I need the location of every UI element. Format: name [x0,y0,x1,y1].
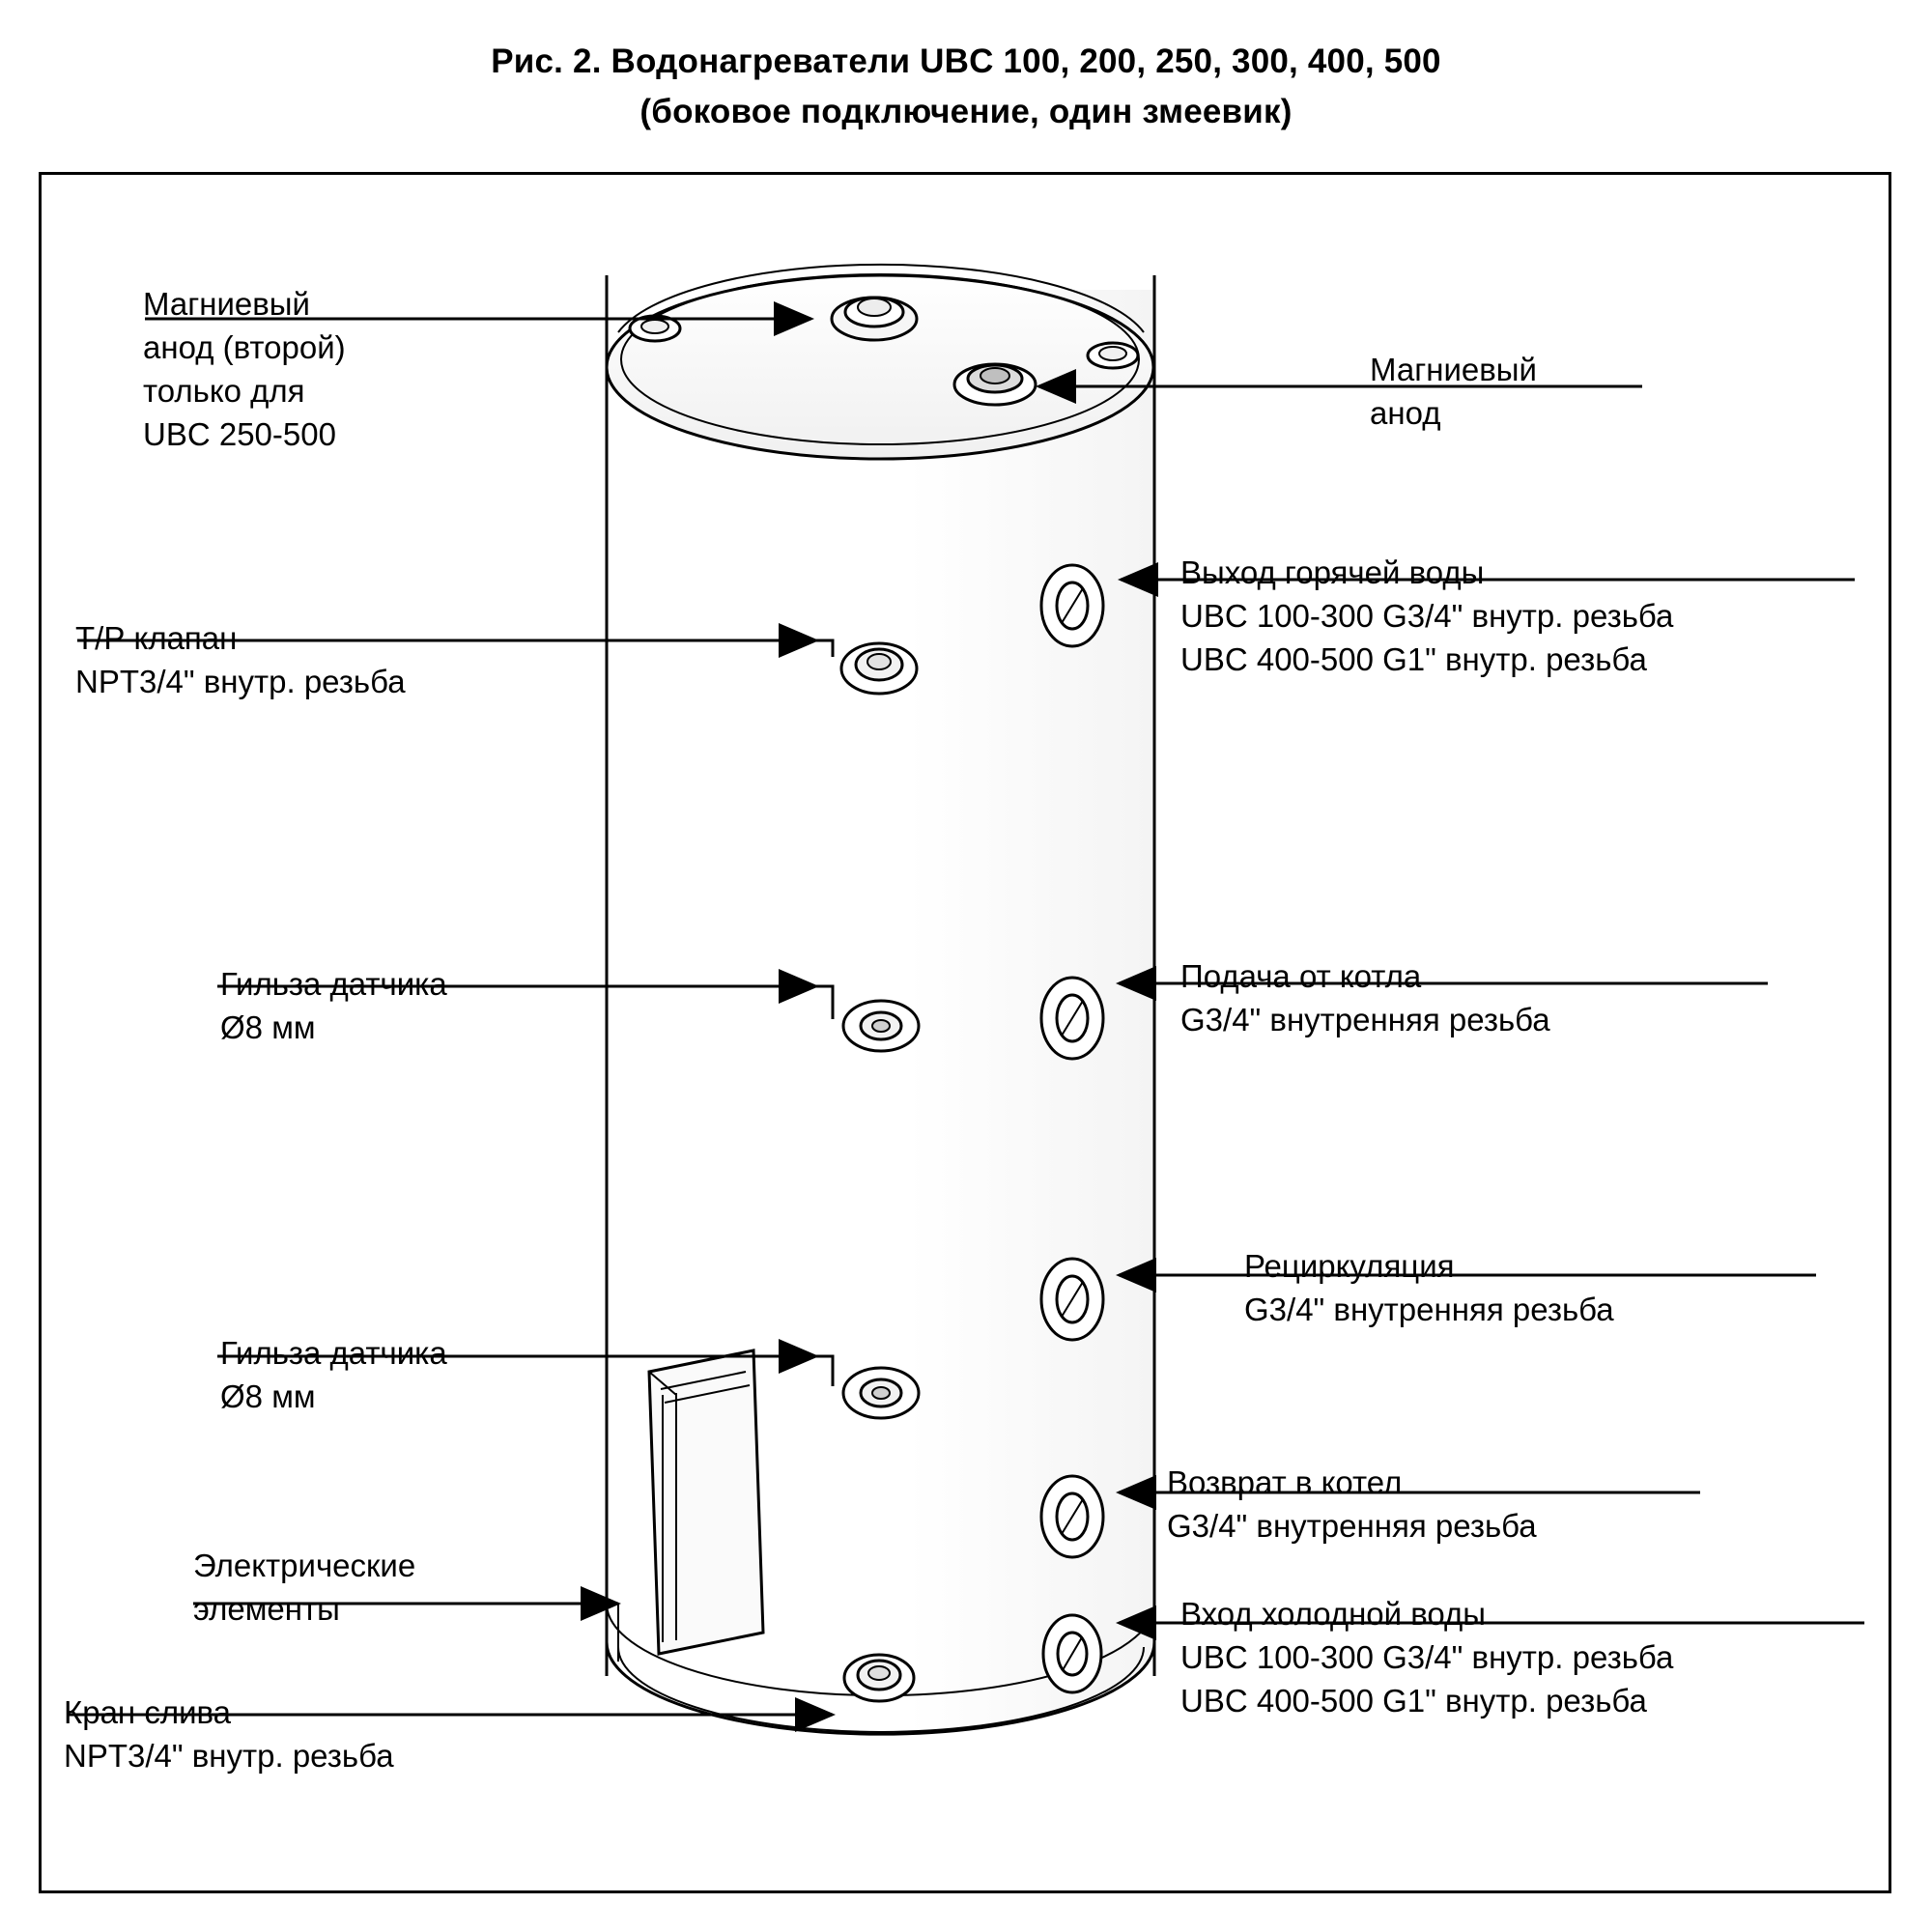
label-sensor-sleeve-top [220,962,447,1049]
title-line-2: (боковое подключение, один змеевик) [639,93,1293,130]
label-hot-water-out [1180,551,1673,681]
label-sensor-sleeve-bottom-line2: Ø8 мм [220,1378,316,1414]
label-boiler-supply-line1: Подача от котла [1180,958,1422,994]
label-hot-water-out-line2: UBC 100-300 G3/4" внутр. резьба [1180,598,1674,634]
label-anode-main [1370,348,1537,435]
label-electric-elements-line1: Электрические [193,1548,416,1583]
label-boiler-supply [1180,954,1550,1041]
label-boiler-supply-line2: G3/4" внутренняя резьба [1180,1002,1550,1037]
label-cold-water-in-line2: UBC 100-300 G3/4" внутр. резьба [1180,1639,1674,1675]
label-recirculation-line1: Рециркуляция [1244,1248,1455,1284]
label-boiler-return-line2: G3/4" внутренняя резьба [1167,1508,1537,1544]
label-drain-valve-line2: NPT3/4" внутр. резьба [64,1738,394,1774]
label-drain-valve-line1: Кран слива [64,1694,232,1730]
label-tp-valve-line2: NPT3/4" внутр. резьба [75,664,406,699]
label-anode-second-line3: только для [143,373,305,409]
label-hot-water-out-line1: Выход горячей воды [1180,554,1485,590]
label-sensor-sleeve-top-line1: Гильза датчика [220,966,447,1002]
label-sensor-sleeve-bottom [220,1331,447,1418]
label-anode-second-line1: Магниевый [143,286,310,322]
label-boiler-return [1167,1461,1537,1548]
label-electric-elements-line2: элементы [193,1591,340,1627]
label-anode-second-line4: UBC 250-500 [143,416,336,452]
label-cold-water-in-line3: UBC 400-500 G1" внутр. резьба [1180,1683,1647,1719]
label-hot-water-out-line3: UBC 400-500 G1" внутр. резьба [1180,641,1647,677]
label-anode-main-line2: анод [1370,395,1441,431]
label-boiler-return-line1: Возврат в котел [1167,1464,1403,1500]
label-sensor-sleeve-top-line2: Ø8 мм [220,1009,316,1045]
label-cold-water-in-line1: Вход холодной воды [1180,1596,1487,1632]
title-line-1: Рис. 2. Водонагреватели UBC 100, 200, 250, 300, 400, 500 [491,43,1441,80]
page-title [0,37,1932,137]
label-anode-second [143,282,346,456]
label-anode-main-line1: Магниевый [1370,352,1537,387]
label-sensor-sleeve-bottom-line1: Гильза датчика [220,1335,447,1371]
label-drain-valve [64,1690,394,1777]
label-tp-valve-line1: Т/Р клапан [75,620,238,656]
label-recirculation [1244,1244,1614,1331]
label-recirculation-line2: G3/4" внутренняя резьба [1244,1292,1614,1327]
label-tp-valve [75,616,406,703]
label-anode-second-line2: анод (второй) [143,329,346,365]
label-cold-water-in [1180,1592,1673,1722]
label-electric-elements [193,1544,415,1631]
